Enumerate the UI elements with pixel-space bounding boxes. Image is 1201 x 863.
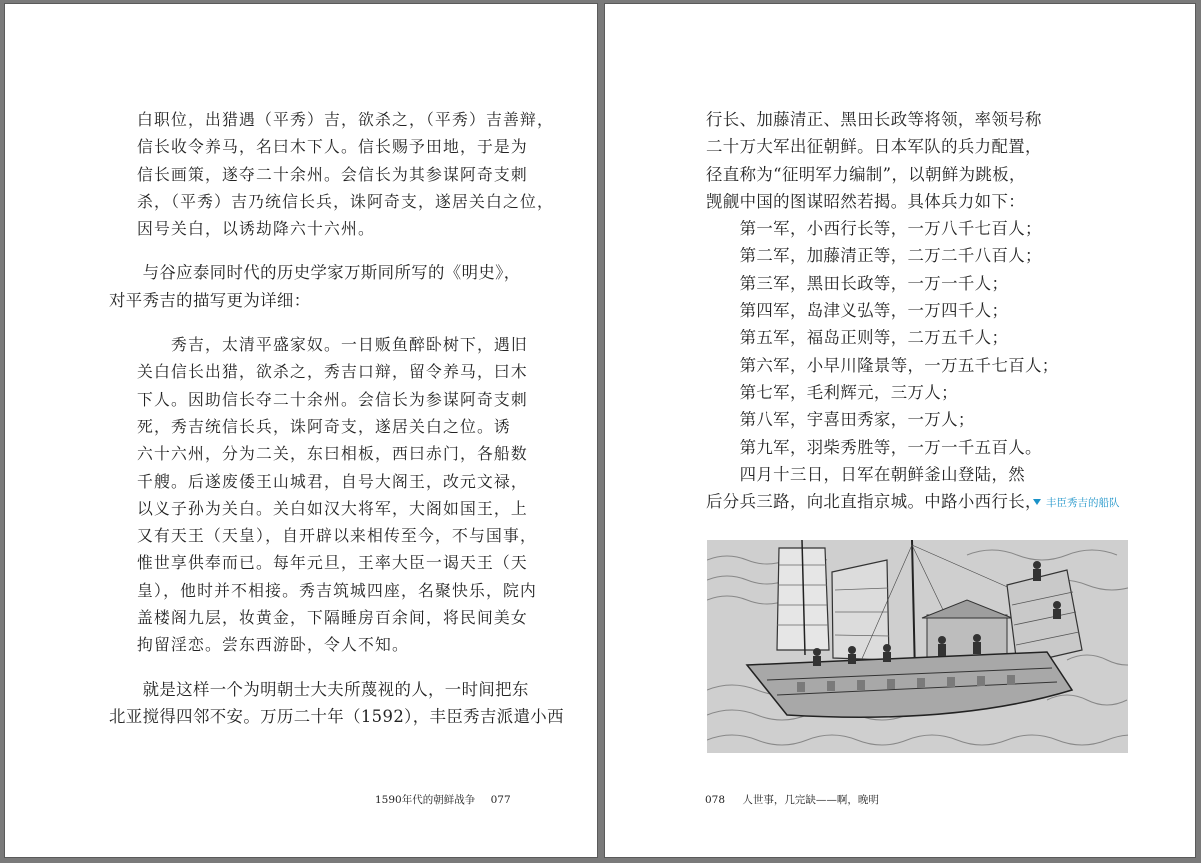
triangle-down-icon <box>1033 499 1041 505</box>
ship-drawing <box>707 540 1128 753</box>
text-line: 北亚搅得四邻不安。万历二十年（1592），丰臣秀吉派遣小西 <box>109 706 564 726</box>
text-line: 第四军，岛津义弘等，一万四千人； <box>706 301 1009 321</box>
text-line: 行长、加藤清正、黑田长政等将领，率领号称 <box>706 110 1042 129</box>
text-line: 下人。因助信长夺二十余州。会信长为参谋阿奇支刺 <box>137 389 528 409</box>
body-paragraph <box>109 676 564 731</box>
running-chapter-title: 1590年代的朝鲜战争 <box>375 794 476 806</box>
text-line: 白职位，出猎遇（平秀）吉，欲杀之，（平秀）吉善辩， <box>137 110 555 129</box>
left-text <box>109 106 564 730</box>
quote-paragraph <box>137 106 564 242</box>
text-line: 又有天王（天皇），自开辟以来相传至今，不与国事， <box>137 526 538 546</box>
page-number: 078 <box>705 794 726 806</box>
text-line: 皇），他时并不相接。秀吉筑城四座，名聚快乐，院内 <box>137 580 538 600</box>
text-line: 秀吉，太清平盛家奴。一日贩鱼醉卧树下，遇旧 <box>137 335 528 355</box>
text-line: 径直称为“征明军力编制”，以朝鲜为跳板， <box>706 164 1026 184</box>
ship-illustration <box>707 540 1128 753</box>
text-line: 对平秀吉的描写更为详细： <box>109 290 311 310</box>
text-line: 关白信长出猎，欲杀之，秀吉口辩，留令养马，曰木 <box>137 362 528 382</box>
text-line: 信长画策，遂夺二十余州。会信长为其参谋阿奇支刺 <box>137 164 528 184</box>
page-footer <box>705 792 879 807</box>
text-line: 惟世享供奉而已。每年元旦，王率大臣一谒天王（天 <box>137 553 528 573</box>
caption-text: 丰臣秀吉的船队 <box>1046 497 1120 509</box>
text-line: 拘留淫恋。尝东西游卧，令人不知。 <box>137 635 409 655</box>
text-line: 第一军，小西行长等，一万八千七百人； <box>706 219 1042 239</box>
text-line: 与谷应泰同时代的历史学家万斯同所写的《明史》， <box>109 263 521 283</box>
right-text <box>706 106 1059 515</box>
text-line: 四月十三日，日军在朝鲜釜山登陆，然 <box>706 464 1026 484</box>
body-paragraph <box>109 259 564 314</box>
text-line: 第九军，羽柴秀胜等，一万一千五百人。 <box>706 437 1042 457</box>
text-line: 杀，（平秀）吉乃统信长兵，诛阿奇支，遂居关白之位， <box>137 191 555 211</box>
quote-paragraph <box>137 331 564 659</box>
right-page <box>604 3 1196 858</box>
text-line: 第五军，福岛正则等，二万五千人； <box>706 328 1009 348</box>
text-line: 第二军，加藤清正等，二万二千八百人； <box>706 246 1042 266</box>
text-line: 二十万大军出征朝鲜。日本军队的兵力配置， <box>706 137 1042 157</box>
text-line: 盖楼阁九层，妆黄金，下隔睡房百余间，将民间美女 <box>137 608 528 628</box>
text-line: 觊觎中国的图谋昭然若揭。具体兵力如下： <box>706 191 1026 211</box>
text-line: 以义子孙为关白。关白如汉大将军，大阁如国王，上 <box>137 498 528 518</box>
left-page <box>4 3 598 858</box>
text-line: 千艘。后遂废倭王山城君，自号大阁王，改元文禄， <box>137 471 528 491</box>
text-line: 信长收令养马，名曰木下人。信长赐予田地，于是为 <box>137 137 528 157</box>
text-line: 第七军，毛利辉元，三万人； <box>706 382 958 402</box>
text-line: 第三军，黑田长政等，一万一千人； <box>706 273 1009 293</box>
text-line: 就是这样一个为明朝士大夫所蔑视的人，一时间把东 <box>109 679 529 699</box>
text-line: 六十六州，分为二关，东曰相板，西曰赤门，各船数 <box>137 444 528 464</box>
figure-caption <box>1033 495 1120 510</box>
text-line: 第八军，宇喜田秀家，一万人； <box>706 410 975 430</box>
text-line: 因号关白，以诱劫降六十六州。 <box>137 219 375 239</box>
text-line: 死，秀吉统信长兵，诛阿奇支，遂居关白之位。诱 <box>137 416 511 436</box>
text-line: 后分兵三路，向北直指京城。中路小西行长， <box>706 492 1042 512</box>
running-book-title: 人世事，几完缺——啊，晚明 <box>742 794 879 806</box>
page-footer <box>375 792 523 807</box>
text-line: 第六军，小早川隆景等，一万五千七百人； <box>706 355 1059 375</box>
page-number: 077 <box>490 794 511 806</box>
